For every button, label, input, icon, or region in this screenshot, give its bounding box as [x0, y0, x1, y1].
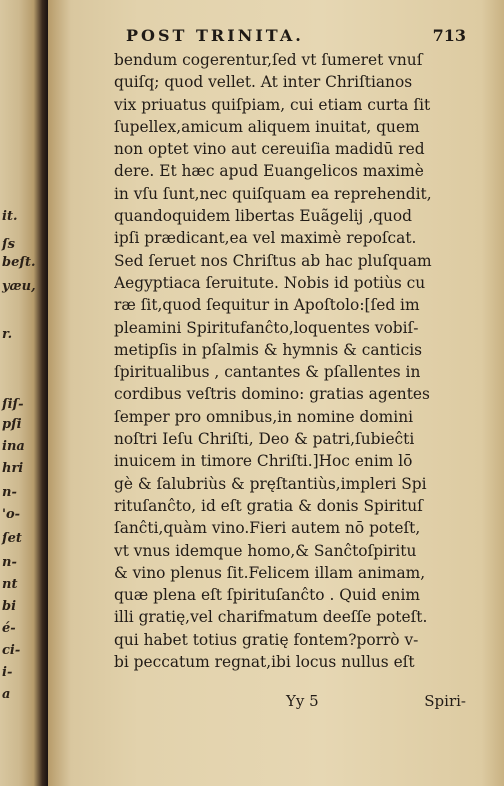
- adjacent-page-edge: [0, 0, 48, 786]
- spine-fragment: bi: [2, 599, 17, 614]
- text-line: in vſu ſunt,nec quiſquam ea reprehendit,: [114, 184, 432, 203]
- text-line: illi gratię,vel charifmatum deeſſe poteſt.: [114, 608, 428, 627]
- text-line: rituſanĉto, id eſt gratia & donis Spirituſ: [114, 496, 423, 515]
- text-line: noſtri Ieſu Chriſti, Deo & patri,ſubieĉti: [114, 430, 415, 449]
- text-line: qui habet totius gratię fontem?porrò v-: [114, 630, 419, 649]
- spine-fragment: ſet: [2, 531, 22, 546]
- text-line: ſemper pro omnibus,in nomine domini: [114, 407, 414, 426]
- text-line: & vino plenus ſit.Felicem illam animam,: [114, 563, 426, 582]
- spine-fragment: a: [2, 687, 11, 702]
- text-line: ræ ſit,quod ſequitur in Apoſtolo:[ſed im: [114, 296, 420, 315]
- text-line: ſupellex,amicum aliquem inuitat, quem: [114, 117, 420, 136]
- spine-fragment: n-: [2, 485, 17, 500]
- text-line: non optet vino aut cereuiſia madidū red: [114, 140, 425, 159]
- signature-mark: Yy 5: [286, 692, 319, 710]
- spine-fragment: n-: [2, 555, 17, 570]
- spine-fragment: ſiſ-: [2, 397, 24, 412]
- spine-fragment: ina: [2, 439, 25, 454]
- spine-fragment: beſt.: [2, 255, 36, 270]
- spine-fragment: ſs: [2, 237, 15, 252]
- spine-fragment: pſi: [2, 417, 22, 432]
- text-line: metipſis in pſalmis & hymnis & canticis: [114, 340, 423, 359]
- spine-fragment: i-: [2, 665, 13, 680]
- book-page: [48, 0, 504, 786]
- spine-fragment: hri: [2, 461, 24, 476]
- spine-fragment: nt: [2, 577, 18, 592]
- text-line: quandoquidem libertas Euãgelij ,quod: [114, 207, 412, 226]
- page-number: 713: [432, 26, 466, 45]
- spine-fragment: r.: [2, 327, 13, 342]
- text-line: quæ plena eſt ſpirituſanĉto . Quid enim: [114, 586, 420, 605]
- page-footer: [286, 692, 466, 712]
- spine-fragment: é-: [2, 621, 16, 636]
- text-line: Sed ſeruet nos Chriſtus ab hac pluſquam: [114, 251, 432, 270]
- text-line: cordibus veſtris domino: gratias agentes: [114, 385, 430, 404]
- text-line: dere. Et hæc apud Euangelicos maximè: [114, 162, 424, 181]
- text-line: ſanĉti,quàm vino.Fieri autem nō poteſt,: [114, 519, 421, 538]
- spine-fragment: 'o-: [2, 507, 21, 522]
- text-line: Aegyptiaca ſeruitute. Nobis id potiùs cu: [114, 273, 426, 292]
- body-text: [114, 49, 458, 673]
- text-line: bendum cogerentur,ſed vt ſumeret vnuſ: [114, 51, 423, 69]
- spine-fragment: it.: [2, 209, 18, 224]
- text-line: ſpiritualibus , cantantes & pſallentes in: [114, 363, 421, 382]
- text-line: vix priuatus quiſpiam, cui etiam curta ſit: [114, 95, 431, 114]
- text-line: vt vnus idemque homo,& Sanĉtoſpiritu: [114, 541, 417, 560]
- spine-fragment: ci-: [2, 643, 21, 658]
- running-head: [126, 26, 466, 46]
- text-line: quiſq; quod vellet. At inter Chriſtianos: [114, 73, 413, 92]
- catchword: Spiri-: [424, 692, 466, 710]
- running-head-title: POST TRINITA.: [126, 26, 304, 45]
- text-line: gè & ſalubriùs & pręſtantiùs,impleri Spi: [114, 474, 427, 493]
- text-line: bi peccatum regnat,ibi locus nullus eſt: [114, 653, 415, 672]
- text-line: ipſi prædicant,ea vel maximè repoſcat.: [114, 229, 417, 248]
- text-line: inuicem in timore Chriſti.]Hoc enim lō: [114, 452, 413, 471]
- spine-fragment: yæu,: [2, 279, 36, 294]
- text-line: pleamini Spiritufanĉto,loquentes vobiſ-: [114, 318, 419, 337]
